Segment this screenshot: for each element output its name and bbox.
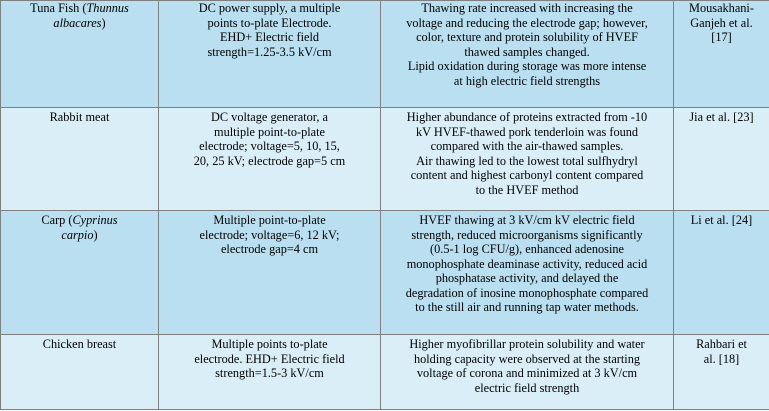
table-row bbox=[1, 1, 769, 108]
findings-cell: Higher myofibrillar protein solubility and water holding capacity were observed at the starting voltage of corona and minimized at 3 kV/cm electric field strength bbox=[381, 335, 674, 410]
reference-cell: Mousakhani- Ganjeh et al. [17] bbox=[674, 1, 769, 108]
table-row bbox=[1, 211, 769, 335]
setup-cell: Multiple point-to-plate electrode; voltage=6, 12 kV; electrode gap=4 cm bbox=[159, 211, 381, 335]
table-row bbox=[1, 108, 769, 211]
reference-cell: Li et al. [24] bbox=[674, 211, 769, 335]
species-cell: Carp (Cyprinus carpio) bbox=[1, 211, 159, 335]
species-cell: Tuna Fish (Thunnus albacares) bbox=[1, 1, 159, 108]
scientific-name: Thunnus bbox=[86, 1, 129, 15]
setup-cell: DC power supply, a multiple points to-plate Electrode. EHD+ Electric field strength=1.25-3.5 kV/cm bbox=[159, 1, 381, 108]
scientific-name: Cyprinus bbox=[72, 213, 118, 227]
species-cell: Rabbit meat bbox=[1, 108, 159, 211]
scientific-name: albacares bbox=[53, 15, 102, 30]
findings-cell: HVEF thawing at 3 kV/cm kV electric field strength, reduced microorganisms significantly (0.5-1 log CFU/g), enhanced adenosine monophosphate deaminase activity, reduced acid phosphatase activity, and delayed the degradation of inosine monophosphate compared to the still air and running tap water methods. bbox=[381, 211, 674, 335]
species-cell: Chicken breast bbox=[1, 335, 159, 410]
setup-cell: Multiple points to-plate electrode. EHD+ Electric field strength=1.5-3 kV/cm bbox=[159, 335, 381, 410]
table-row bbox=[1, 335, 769, 410]
findings-cell: Higher abundance of proteins extracted from -10 kV HVEF-thawed pork tenderloin was found compared with the air-thawed samples. Air thawing led to the lowest total sulfhydryl content and highest carbonyl content compared to the HVEF method bbox=[381, 108, 674, 211]
reference-cell: Jia et al. [23] bbox=[674, 108, 769, 211]
setup-cell: DC voltage generator, a multiple point-to-plate electrode; voltage=5, 10, 15, 20, 25 kV; electrode gap=5 cm bbox=[159, 108, 381, 211]
findings-cell: Thawing rate increased with increasing the voltage and reducing the electrode gap; however, color, texture and protein solubility of HVEF thawed samples changed. Lipid oxidation during storage was more intense at high electric field strengths bbox=[381, 1, 674, 108]
reference-cell: Rahbari et al. [18] bbox=[674, 335, 769, 410]
scientific-name: carpio bbox=[61, 227, 94, 242]
